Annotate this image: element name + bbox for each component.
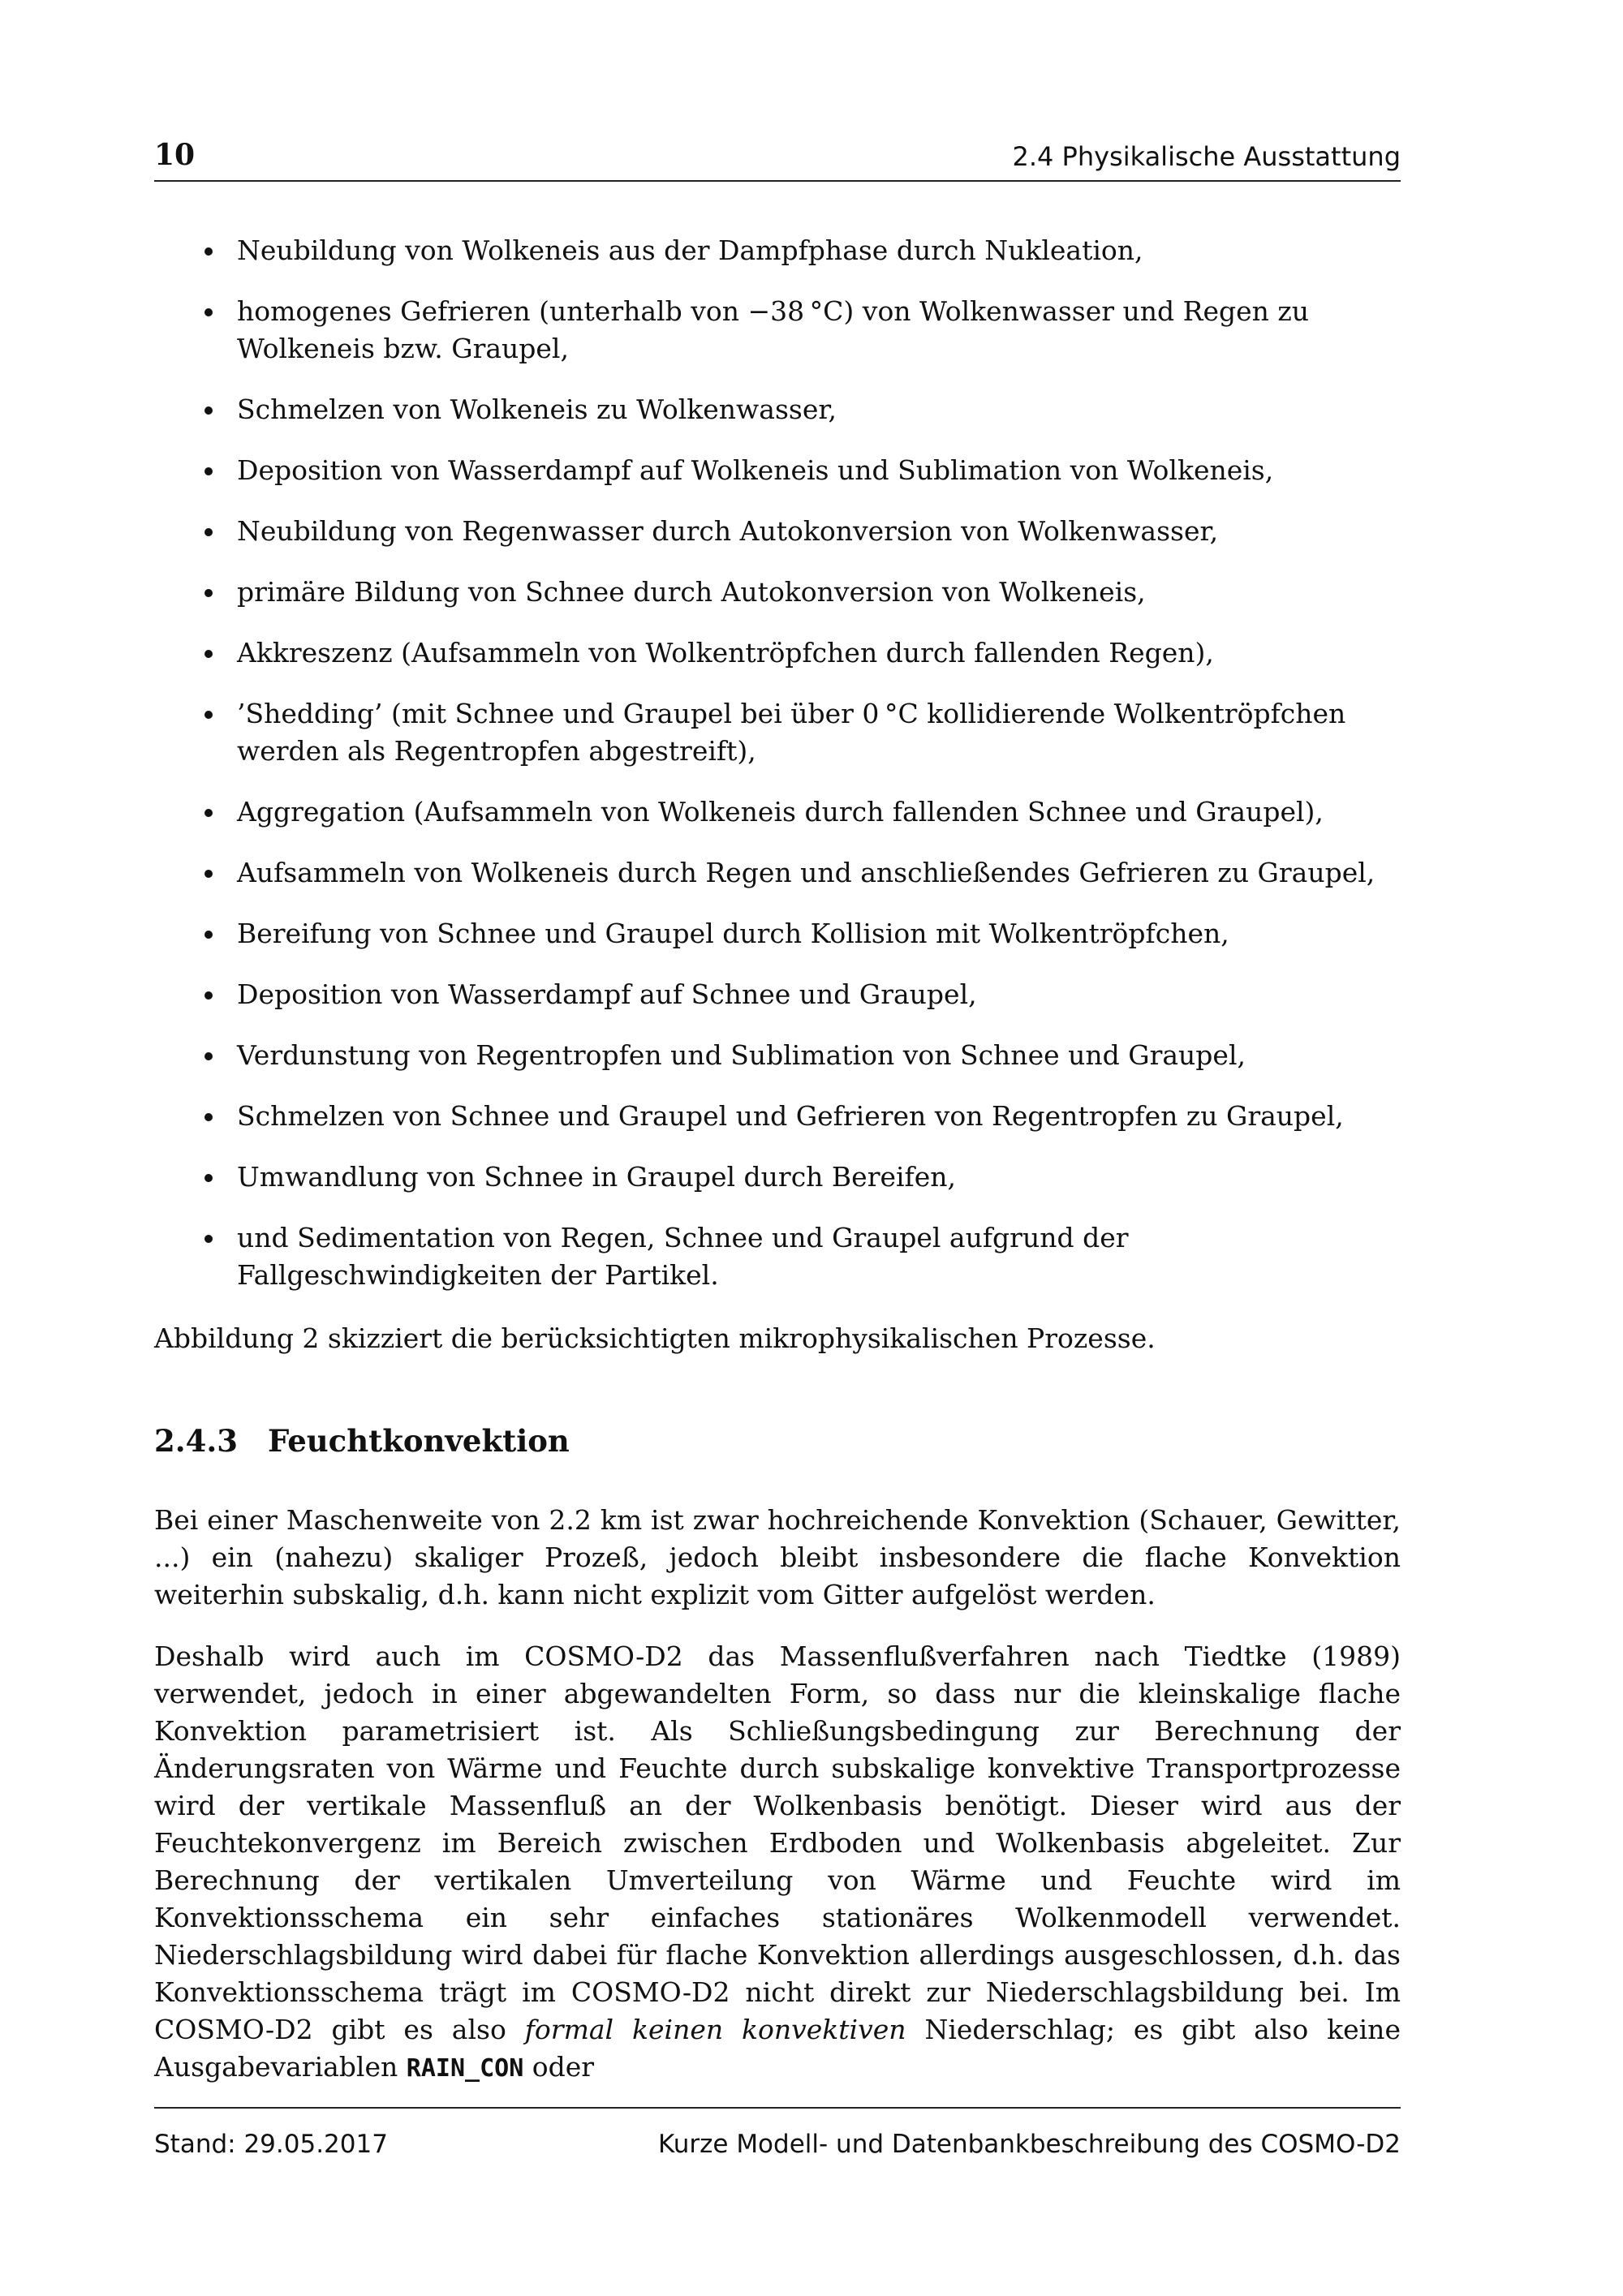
list-item-text: Neubildung von Regenwasser durch Autokonversion von Wolkenwasser, — [237, 515, 1219, 547]
list-item-text: und Sedimentation von Regen, Schnee und Graupel aufgrund der Fallgeschwindigkeiten der Partikel. — [237, 1222, 1129, 1291]
bullet-icon — [204, 308, 213, 316]
process-list — [154, 232, 1401, 1294]
list-item — [154, 1037, 1401, 1074]
list-item-text: primäre Bildung von Schnee durch Autokonversion von Wolkeneis, — [237, 576, 1146, 608]
list-item — [154, 915, 1401, 952]
figure-reference-text: Abbildung 2 skizziert die berücksichtigten mikrophysikalischen Prozesse. — [154, 1322, 1156, 1354]
list-item — [154, 695, 1401, 770]
list-item-text: ’Shedding’ (mit Schnee und Graupel bei über 0 °C kollidierende Wolkentröpfchen werden als Regentropfen abgestreift), — [237, 698, 1346, 767]
list-item — [154, 1159, 1401, 1196]
list-item-text: Schmelzen von Schnee und Graupel und Gefrieren von Regentropfen zu Graupel, — [237, 1100, 1344, 1132]
bullet-icon — [204, 1052, 213, 1060]
bullet-icon — [204, 406, 213, 415]
list-item-text: Schmelzen von Wolkeneis zu Wolkenwasser, — [237, 393, 837, 425]
list-item — [154, 232, 1401, 269]
list-item — [154, 793, 1401, 831]
list-item — [154, 854, 1401, 892]
bullet-icon — [204, 870, 213, 878]
list-item — [154, 293, 1401, 368]
list-item-text: Akkreszenz (Aufsammeln von Wolkentröpfchen durch fallenden Regen), — [237, 637, 1214, 669]
subsection-number: 2.4.3 — [154, 1423, 238, 1459]
list-item-text: Deposition von Wasserdampf auf Schnee und Graupel, — [237, 978, 977, 1010]
list-item-text: Bereifung von Schnee und Graupel durch Kollision mit Wolkentröpfchen, — [237, 918, 1229, 949]
list-item — [154, 1098, 1401, 1135]
list-item-text: Aggregation (Aufsammeln von Wolkeneis durch fallenden Schnee und Graupel), — [237, 796, 1324, 828]
variable-name-code: RAIN_CON — [406, 2054, 524, 2083]
list-item — [154, 513, 1401, 550]
paragraph-2 — [154, 1638, 1401, 2087]
paragraph-2-text: Deshalb wird auch im COSMO-D2 das Massenflußverfahren nach Tiedtke (1989) verwendet, jedoch in einer abgewandelten Form, so dass nur die kleinskalige flache Konvektion parametrisiert ist. Als Schließungsbedingung zur Berechnung der Änderungsraten von Wärme und Feuchte durch subskalige konvektive Transportprozesse wird der vertikale Massenfluß an der Wolkenbasis benötigt. Dieser wird aus der Feuchtekonvergenz im Bereich zwischen Erdboden und Wolkenbasis abgeleitet. Zur Berechnung der vertikalen Umverteilung von Wärme und Feuchte wird im Konvektionsschema ein sehr einfaches stationäres Wolkenmodell verwendet. Niederschlagsbildung wird dabei für flache Konvektion allerdings ausgeschlossen, d.h. das Konvektionsschema trägt im COSMO-D2 nicht direkt zur Niederschlagsbildung bei. Im COSMO-D2 gibt es also — [154, 1640, 1401, 2045]
list-item-text: homogenes Gefrieren (unterhalb von −38 °C) von Wolkenwasser und Regen zu Wolkeneis bzw. Graupel, — [237, 295, 1310, 364]
page-header — [154, 138, 1401, 182]
bullet-icon — [204, 1235, 213, 1243]
bullet-icon — [204, 589, 213, 597]
bullet-icon — [204, 1174, 213, 1182]
paragraph-2-text-continued: Niederschlag; es gibt also keine Ausgabevariablen — [154, 2014, 1401, 2083]
bullet-icon — [204, 247, 213, 256]
paragraph-1: Bei einer Maschenweite von 2.2 km ist zwar hochreichende Konvektion (Schauer, Gewitter, ...) ein (nahezu) skaliger Prozeß, jedoch bleibt insbesondere die flache Konvektion weiterhin subskalig, d.h. kann nicht explizit vom Gitter aufgelöst werden. — [154, 1504, 1401, 1610]
bullet-icon — [204, 931, 213, 939]
bullet-icon — [204, 467, 213, 475]
paragraph-2-emphasis: formal keinen konvektiven — [524, 2014, 906, 2045]
page-footer — [154, 2107, 1401, 2157]
paragraph-2-text-end: oder — [532, 2051, 595, 2083]
running-section-title: 2.4 Physikalische Ausstattung — [1012, 141, 1401, 172]
subsection-heading — [154, 1421, 1401, 1461]
page-content — [154, 232, 1401, 2087]
bullet-icon — [204, 991, 213, 1000]
list-item-text: Neubildung von Wolkeneis aus der Dampfphase durch Nukleation, — [237, 234, 1143, 266]
footer-document-title: Kurze Modell- und Datenbankbeschreibung des COSMO-D2 — [657, 2130, 1401, 2159]
list-item — [154, 452, 1401, 489]
page-number: 10 — [154, 138, 196, 172]
subsection-title: Feuchtkonvektion — [268, 1423, 570, 1459]
footer-date: Stand: 29.05.2017 — [154, 2130, 388, 2159]
bullet-icon — [204, 528, 213, 536]
bullet-icon — [204, 809, 213, 817]
list-item-text: Verdunstung von Regentropfen und Sublimation von Schnee und Graupel, — [237, 1039, 1246, 1071]
bullet-icon — [204, 650, 213, 658]
bullet-icon — [204, 1113, 213, 1121]
list-item — [154, 1219, 1401, 1294]
list-item — [154, 574, 1401, 611]
list-item — [154, 391, 1401, 428]
bullet-icon — [204, 711, 213, 719]
list-item — [154, 976, 1401, 1013]
list-item-text: Deposition von Wasserdampf auf Wolkeneis und Sublimation von Wolkeneis, — [237, 454, 1274, 486]
list-item — [154, 634, 1401, 672]
list-item-text: Umwandlung von Schnee in Graupel durch Bereifen, — [237, 1161, 957, 1193]
list-item-text: Aufsammeln von Wolkeneis durch Regen und anschließendes Gefrieren zu Graupel, — [237, 857, 1375, 888]
